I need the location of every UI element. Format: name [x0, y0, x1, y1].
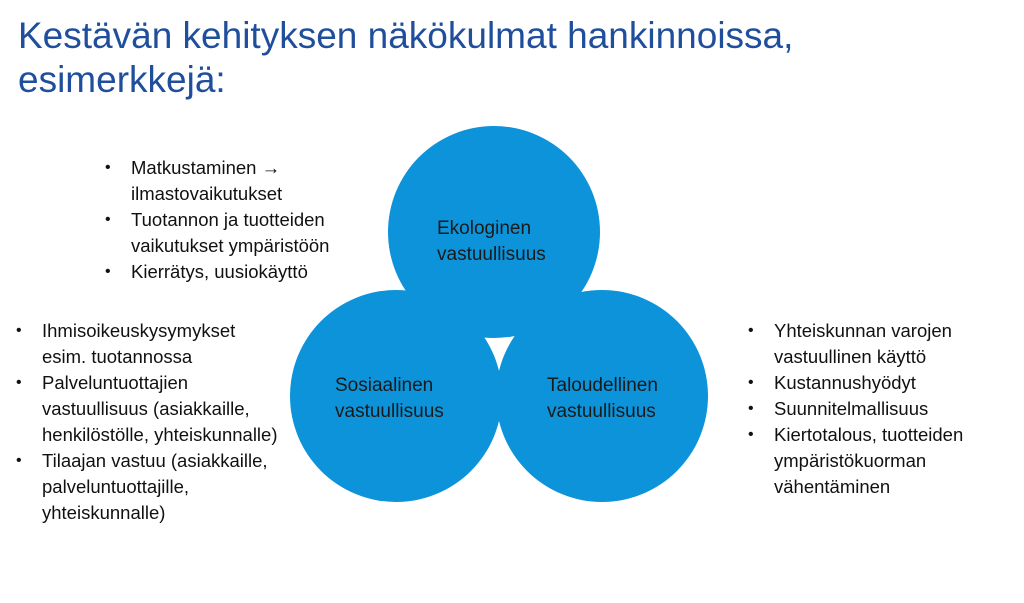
list-item: • Palveluntuottajien vastuullisuus (asiakkaille, henkilöstölle, yhteiskunnalle) — [12, 370, 282, 448]
label-sosiaalinen-line-1: Sosiaalinen — [335, 375, 434, 396]
list-item: • Tuotannon ja tuotteiden vaikutukset ympäristöön — [101, 207, 381, 259]
circle-taloudellinen — [496, 290, 708, 502]
label-taloudellinen-line-1: Taloudellinen — [547, 375, 658, 396]
list-item: • Kiertotalous, tuotteiden ympäristökuorman vähentäminen — [744, 422, 1014, 500]
list-item: • Kustannushyödyt — [744, 370, 1014, 396]
label-sosiaalinen-line-2: vastuullisuus — [335, 401, 444, 422]
list-item: • Suunnitelmallisuus — [744, 396, 1014, 422]
list-item: • Tilaajan vastuu (asiakkaille, palveluntuottajille, yhteiskunnalle) — [12, 448, 282, 526]
label-taloudellinen-line-2: vastuullisuus — [547, 401, 656, 422]
list-item: • Kierrätys, uusiokäyttö — [101, 259, 381, 285]
list-item: • Ihmisoikeuskysymykset esim. tuotannossa — [12, 318, 282, 370]
title-line-1: Kestävän kehityksen näkökulmat hankinnoissa, — [18, 15, 794, 56]
label-ekologinen-line-2: vastuullisuus — [437, 244, 546, 265]
sosiaalinen-bullet-list — [12, 318, 282, 526]
ekologinen-bullet-list — [101, 155, 381, 285]
label-ekologinen-line-1: Ekologinen — [437, 218, 532, 239]
title-line-2: esimerkkejä: — [18, 59, 226, 100]
taloudellinen-bullet-list — [744, 318, 1014, 500]
list-item: • Yhteiskunnan varojen vastuullinen käyttö — [744, 318, 1014, 370]
circle-sosiaalinen — [290, 290, 502, 502]
list-item: • Matkustaminen → ilmastovaikutukset — [101, 155, 381, 207]
